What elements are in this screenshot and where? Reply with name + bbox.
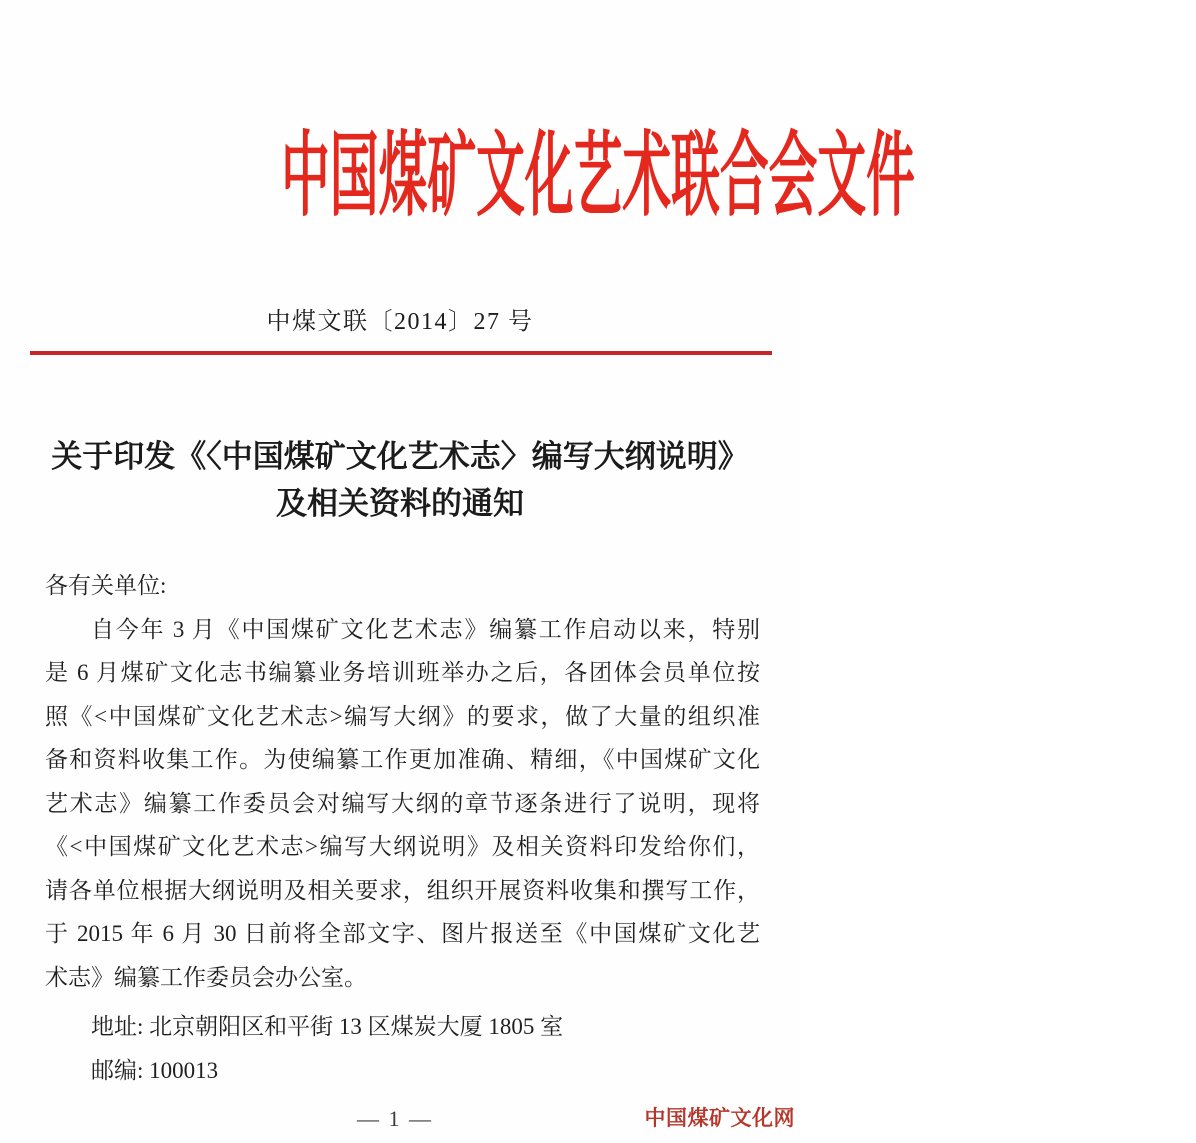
document-title-line1: 关于印发《〈中国煤矿文化艺术志〉编写大纲说明》	[51, 439, 749, 474]
body-paragraph-line: 是 6 月煤矿文化志书编纂业务培训班举办之后，各团体会员单位按	[45, 660, 760, 685]
document-body	[45, 564, 760, 1092]
body-paragraph-line: 于 2015 年 6 月 30 日前将全部文字、图片报送至《中国煤矿文化艺	[45, 921, 760, 946]
body-paragraph-line: 术志》编纂工作委员会办公室。	[45, 964, 367, 990]
body-paragraph-line: 《<中国煤矿文化艺术志>编写大纲说明》及相关资料印发给你们，	[45, 834, 760, 859]
page-number: — 1 —	[357, 1106, 433, 1131]
issuing-organization-title: 中国煤矿文化艺术联合会文件	[281, 125, 915, 227]
red-divider-line	[30, 351, 772, 355]
document-title	[0, 433, 800, 527]
document-reference-number: 中煤文联〔2014〕27 号	[266, 309, 534, 335]
site-watermark: 中国煤矿文化网	[644, 1106, 795, 1130]
postcode-line: 邮编: 100013	[91, 1057, 219, 1083]
body-paragraph-line: 艺术志》编纂工作委员会对编写大纲的章节逐条进行了说明，现将	[45, 790, 760, 816]
body-paragraph-line: 请各单位根据大纲说明及相关要求，组织开展资料收集和撰写工作，	[45, 877, 760, 903]
document-title-line2: 及相关资料的通知	[276, 486, 524, 521]
address-line: 地址: 北京朝阳区和平街 13 区煤炭大厦 1805 室	[91, 1014, 564, 1039]
body-paragraph-line: 备和资料收集工作。为使编纂工作更加准确、精细，《中国煤矿文化	[45, 747, 760, 772]
letterhead-banner	[0, 120, 915, 232]
body-paragraph-line: 照《<中国煤矿文化艺术志>编写大纲》的要求，做了大量的组织准	[45, 703, 760, 729]
body-paragraph-line: 自今年 3 月《中国煤矿文化艺术志》编纂工作启动以来，特别	[91, 616, 760, 642]
salutation: 各有关单位:	[45, 573, 167, 598]
